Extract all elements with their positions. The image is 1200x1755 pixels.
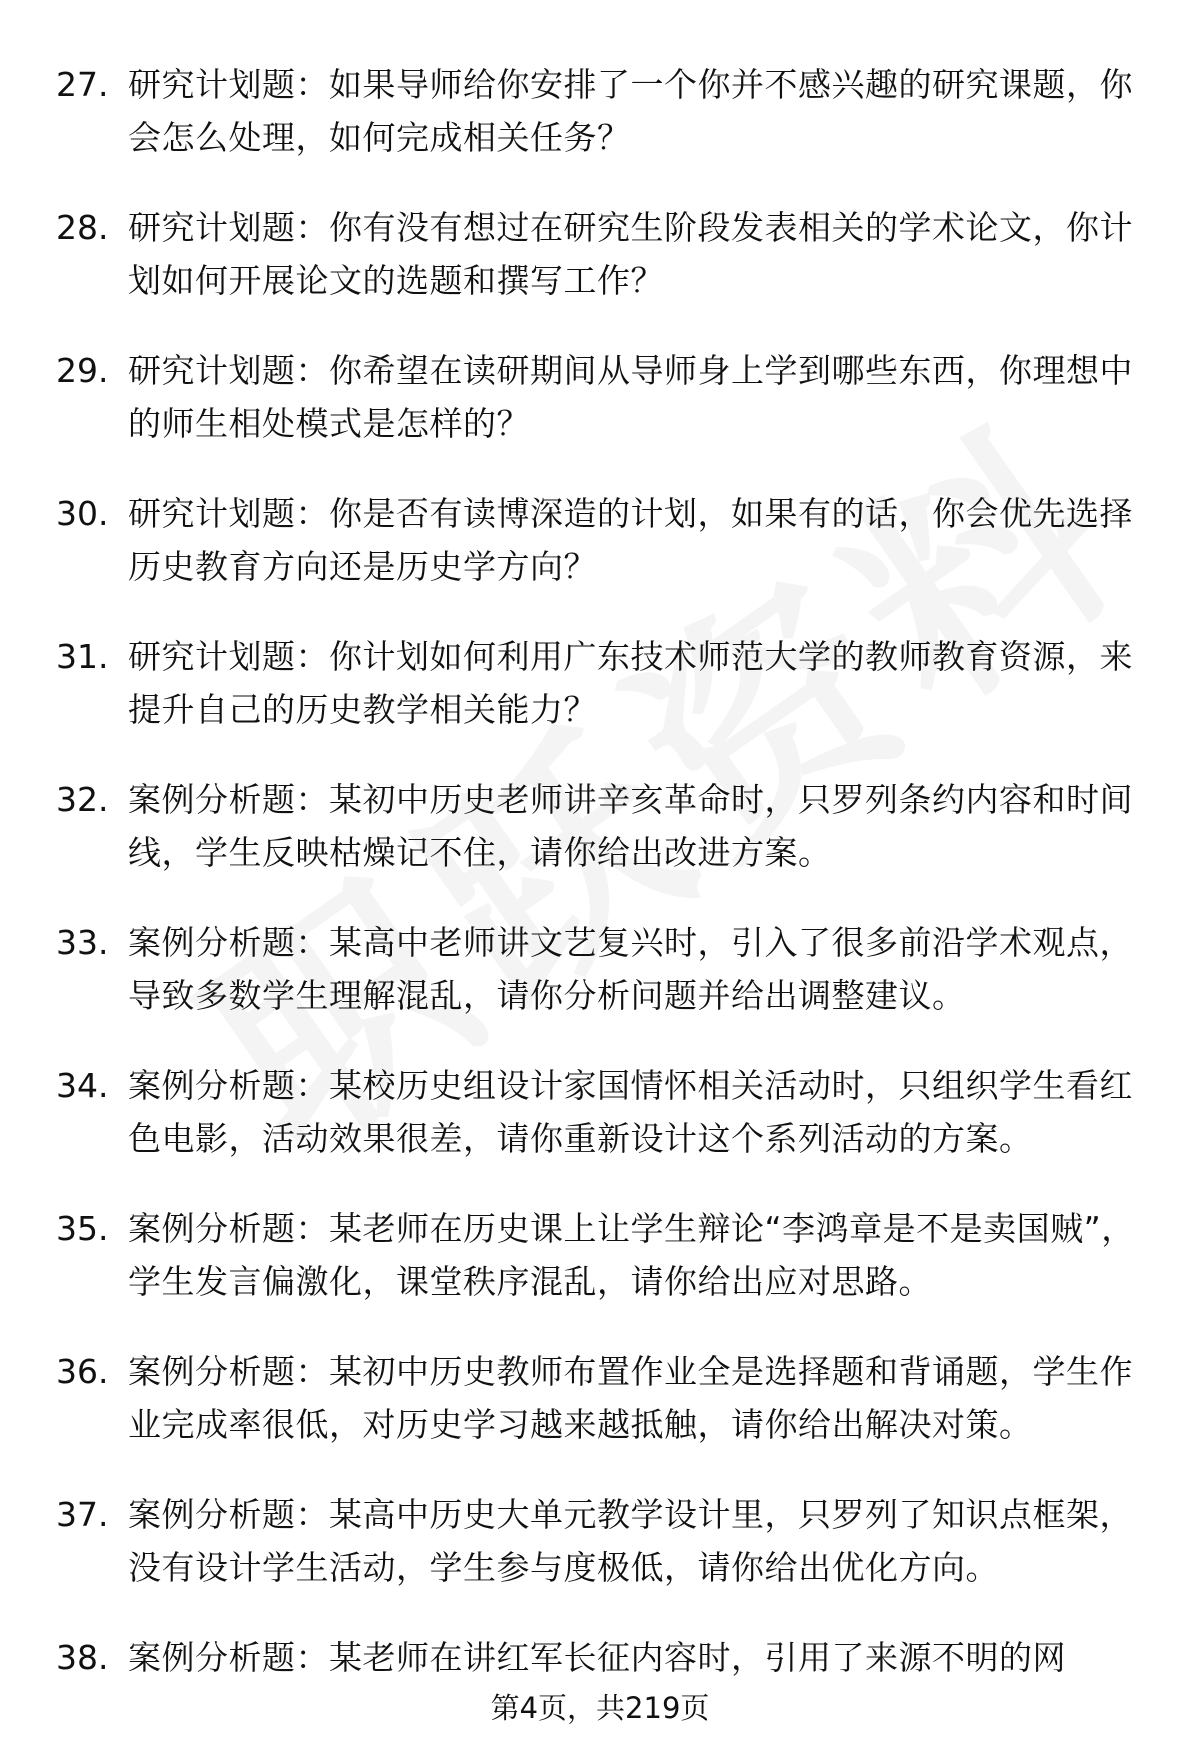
question-number: 37. [56, 1495, 109, 1534]
question-item [0, 58, 1200, 164]
question-number: 38. [56, 1638, 109, 1677]
question-item [0, 201, 1200, 307]
question-number: 31. [56, 637, 109, 676]
question-number: 32. [56, 780, 109, 819]
question-item [0, 1345, 1200, 1451]
question-number: 36. [56, 1352, 109, 1391]
question-text: 研究计划题：你有没有想过在研究生阶段发表相关的学术论文，你计划如何开展论文的选题和撰写工作？ [128, 208, 1133, 300]
question-text: 研究计划题：如果导师给你安排了一个你并不感兴趣的研究课题，你会怎么处理，如何完成相关任务？ [128, 65, 1133, 157]
question-item [0, 344, 1200, 450]
question-item [0, 630, 1200, 736]
question-list [0, 58, 1200, 1721]
question-number: 35. [56, 1209, 109, 1248]
question-text: 案例分析题：某老师在历史课上让学生辩论“李鸿章是不是卖国贼”，学生发言偏激化，课堂秩序混乱，请你给出应对思路。 [128, 1209, 1135, 1301]
question-text: 案例分析题：某高中老师讲文艺复兴时，引入了很多前沿学术观点，导致多数学生理解混乱，请你分析问题并给出调整建议。 [128, 923, 1133, 1015]
question-item [0, 916, 1200, 1022]
question-item [0, 1059, 1200, 1165]
question-item [0, 487, 1200, 593]
question-text: 研究计划题：你希望在读研期间从导师身上学到哪些东西，你理想中的师生相处模式是怎样的？ [128, 351, 1133, 443]
question-item [0, 773, 1200, 879]
question-number: 34. [56, 1066, 109, 1105]
question-text: 案例分析题：某初中历史老师讲辛亥革命时，只罗列条约内容和时间线，学生反映枯燥记不住，请你给出改进方案。 [128, 780, 1133, 872]
question-item [0, 1202, 1200, 1308]
question-text: 研究计划题：你是否有读博深造的计划，如果有的话，你会优先选择历史教育方向还是历史学方向？ [128, 494, 1133, 586]
question-number: 27. [56, 65, 109, 104]
question-item [0, 1488, 1200, 1594]
question-text: 案例分析题：某初中历史教师布置作业全是选择题和背诵题，学生作业完成率很低，对历史学习越来越抵触，请你给出解决对策。 [128, 1352, 1133, 1444]
question-item [0, 1631, 1200, 1684]
question-number: 28. [56, 208, 109, 247]
question-number: 30. [56, 494, 109, 533]
question-text: 案例分析题：某老师在讲红军长征内容时，引用了来源不明的网 [128, 1638, 1066, 1677]
question-text: 案例分析题：某高中历史大单元教学设计里，只罗列了知识点框架，没有设计学生活动，学生参与度极低，请你给出优化方向。 [128, 1495, 1133, 1587]
question-text: 研究计划题：你计划如何利用广东技术师范大学的教师教育资源，来提升自己的历史教学相关能力？ [128, 637, 1133, 729]
question-number: 33. [56, 923, 109, 962]
question-number: 29. [56, 351, 109, 390]
question-text: 案例分析题：某校历史组设计家国情怀相关活动时，只组织学生看红色电影，活动效果很差，请你重新设计这个系列活动的方案。 [128, 1066, 1133, 1158]
page-footer: 第4页，共219页 [490, 1691, 710, 1725]
